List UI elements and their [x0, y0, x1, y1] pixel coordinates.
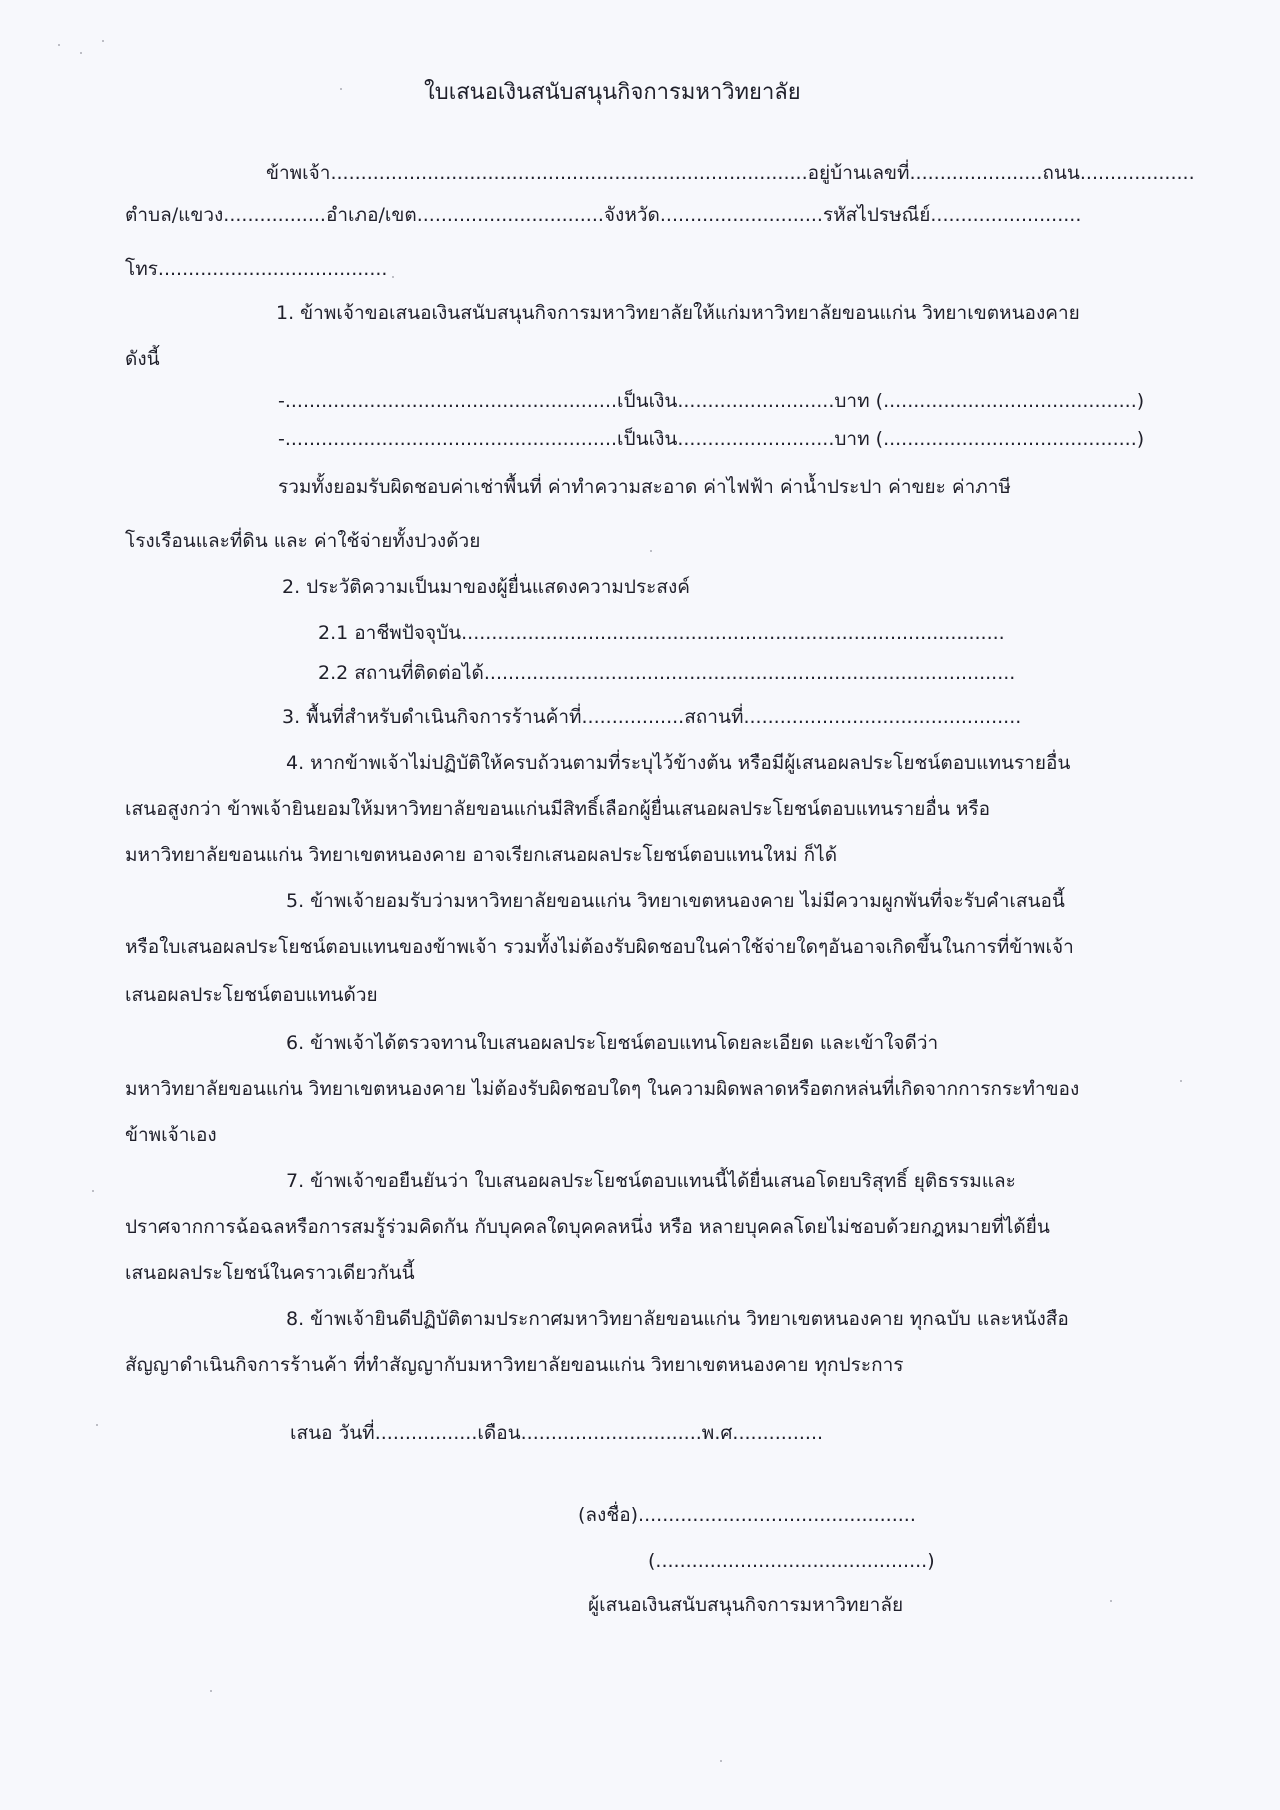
scan-speck: [340, 88, 342, 90]
clause-8-continued: สัญญาดำเนินกิจการร้านค้า ที่ทำสัญญากับมหาวิทยาลัยขอนแก่น วิทยาเขตหนองคาย ทุกประการ: [125, 1354, 904, 1376]
amount-line-1: -.......................................................เป็นเงิน..........................บาท (..........................................): [278, 390, 1145, 412]
scan-speck: [96, 1424, 98, 1426]
clause-6-continued-2: ข้าพเจ้าเอง: [125, 1124, 217, 1146]
clause-4-continued-2: มหาวิทยาลัยขอนแก่น วิทยาเขตหนองคาย อาจเรียกเสนอผลประโยชน์ตอบแทนใหม่ ก็ได้: [125, 844, 838, 866]
clause-7-continued-1: ปราศจากการฉ้อฉลหรือการสมรู้ร่วมคิดกัน กับบุคคลใดบุคคลหนึ่ง หรือ หลายบุคคลโดยไม่ชอบด้วยกฎหมายที่ได้ยื่น: [125, 1216, 1050, 1238]
clause-5-continued-2: เสนอผลประโยชน์ตอบแทนด้วย: [125, 984, 378, 1006]
scan-speck: [720, 1760, 722, 1762]
scan-speck: [1180, 1080, 1182, 1082]
date-line: เสนอ วันที่.................เดือน..............................พ.ศ...............: [290, 1422, 824, 1444]
scan-speck: [392, 276, 394, 278]
signature-role: ผู้เสนอเงินสนับสนุนกิจการมหาวิทยาลัย: [588, 1594, 904, 1616]
clause-6-continued-1: มหาวิทยาลัยขอนแก่น วิทยาเขตหนองคาย ไม่ต้องรับผิดชอบใดๆ ในความผิดพลาดหรือตกหล่นที่เกิดจากการกระทำของ: [125, 1078, 1080, 1100]
scan-speck: [92, 1190, 94, 1192]
clause-4-continued-1: เสนอสูงกว่า ข้าพเจ้ายินยอมให้มหาวิทยาลัยขอนแก่นมีสิทธิ์เลือกผู้ยื่นเสนอผลประโยชน์ตอบแทนรายอื่น หรือ: [125, 798, 990, 820]
clause-3: 3. พื้นที่สำหรับดำเนินกิจการร้านค้าที่.................สถานที่..............................................: [282, 706, 1022, 728]
clause-1: 1. ข้าพเจ้าขอเสนอเงินสนับสนุนกิจการมหาวิทยาลัยให้แก่มหาวิทยาลัยขอนแก่น วิทยาเขตหนองคาย: [276, 302, 1080, 324]
clause-8: 8. ข้าพเจ้ายินดีปฏิบัติตามประกาศมหาวิทยาลัยขอนแก่น วิทยาเขตหนองคาย ทุกฉบับ และหนังสือ: [286, 1308, 1069, 1330]
clause-4: 4. หากข้าพเจ้าไม่ปฏิบัติให้ครบถ้วนตามที่ระบุไว้ข้างต้น หรือมีผู้เสนอผลประโยชน์ตอบแทนรายอื่น: [286, 752, 1071, 774]
clause-5-continued-1: หรือใบเสนอผลประโยชน์ตอบแทนของข้าพเจ้า รวมทั้งไม่ต้องรับผิดชอบในค่าใช้จ่ายใดๆอันอาจเกิดขึ้นในการที่ข้าพเจ้า: [125, 936, 1074, 958]
clause-6: 6. ข้าพเจ้าได้ตรวจทานใบเสนอผลประโยชน์ตอบแทนโดยละเอียด และเข้าใจดีว่า: [286, 1032, 939, 1054]
clause-2-2: 2.2 สถานที่ติดต่อได้........................................................................................: [318, 662, 1016, 684]
clause-7: 7. ข้าพเจ้าขอยืนยันว่า ใบเสนอผลประโยชน์ตอบแทนนี้ได้ยื่นเสนอโดยบริสุทธิ์ ยุติธรรมและ: [286, 1170, 1016, 1192]
scan-speck: [210, 1690, 212, 1692]
signature-line: (ลงชื่อ)..............................................: [578, 1504, 916, 1526]
scan-speck: [80, 52, 82, 54]
amount-line-2: -.......................................................เป็นเงิน..........................บาท (..........................................): [278, 428, 1145, 450]
document-title: ใบเสนอเงินสนับสนุนกิจการมหาวิทยาลัย: [424, 80, 801, 105]
scan-speck: [650, 550, 652, 552]
clause-2-1: 2.1 อาชีพปัจจุบัน..........................................................................................: [318, 622, 1005, 644]
clause-1-continued: ดังนี้: [125, 348, 160, 370]
responsibility-line: รวมทั้งยอมรับผิดชอบค่าเช่าพื้นที่ ค่าทำความสะอาด ค่าไฟฟ้า ค่าน้ำประปา ค่าขยะ ค่าภาษี: [278, 476, 1011, 498]
scan-speck: [58, 44, 60, 46]
header-name-line: ข้าพเจ้า...............................................................................อยู่บ้านเลขที่......................ถนน...................: [266, 162, 1195, 184]
clause-5: 5. ข้าพเจ้ายอมรับว่ามหาวิทยาลัยขอนแก่น วิทยาเขตหนองคาย ไม่มีความผูกพันที่จะรับคำเสนอนี้: [286, 890, 1065, 912]
scan-speck: [1110, 1600, 1112, 1602]
header-phone-line: โทร......................................: [125, 258, 388, 280]
clause-7-continued-2: เสนอผลประโยชน์ในคราวเดียวกันนี้: [125, 1262, 415, 1284]
responsibility-line-continued: โรงเรือนและที่ดิน และ ค่าใช้จ่ายทั้งปวงด้วย: [125, 530, 481, 552]
scan-speck: [102, 40, 104, 42]
clause-2: 2. ประวัติความเป็นมาของผู้ยื่นแสดงความประสงค์: [282, 576, 690, 598]
signature-name-line: (.............................................): [648, 1550, 935, 1572]
header-address-line: ตำบล/แขวง.................อำเภอ/เขต...............................จังหวัด...........................รหัสไปรษณีย์.........................: [125, 204, 1082, 226]
